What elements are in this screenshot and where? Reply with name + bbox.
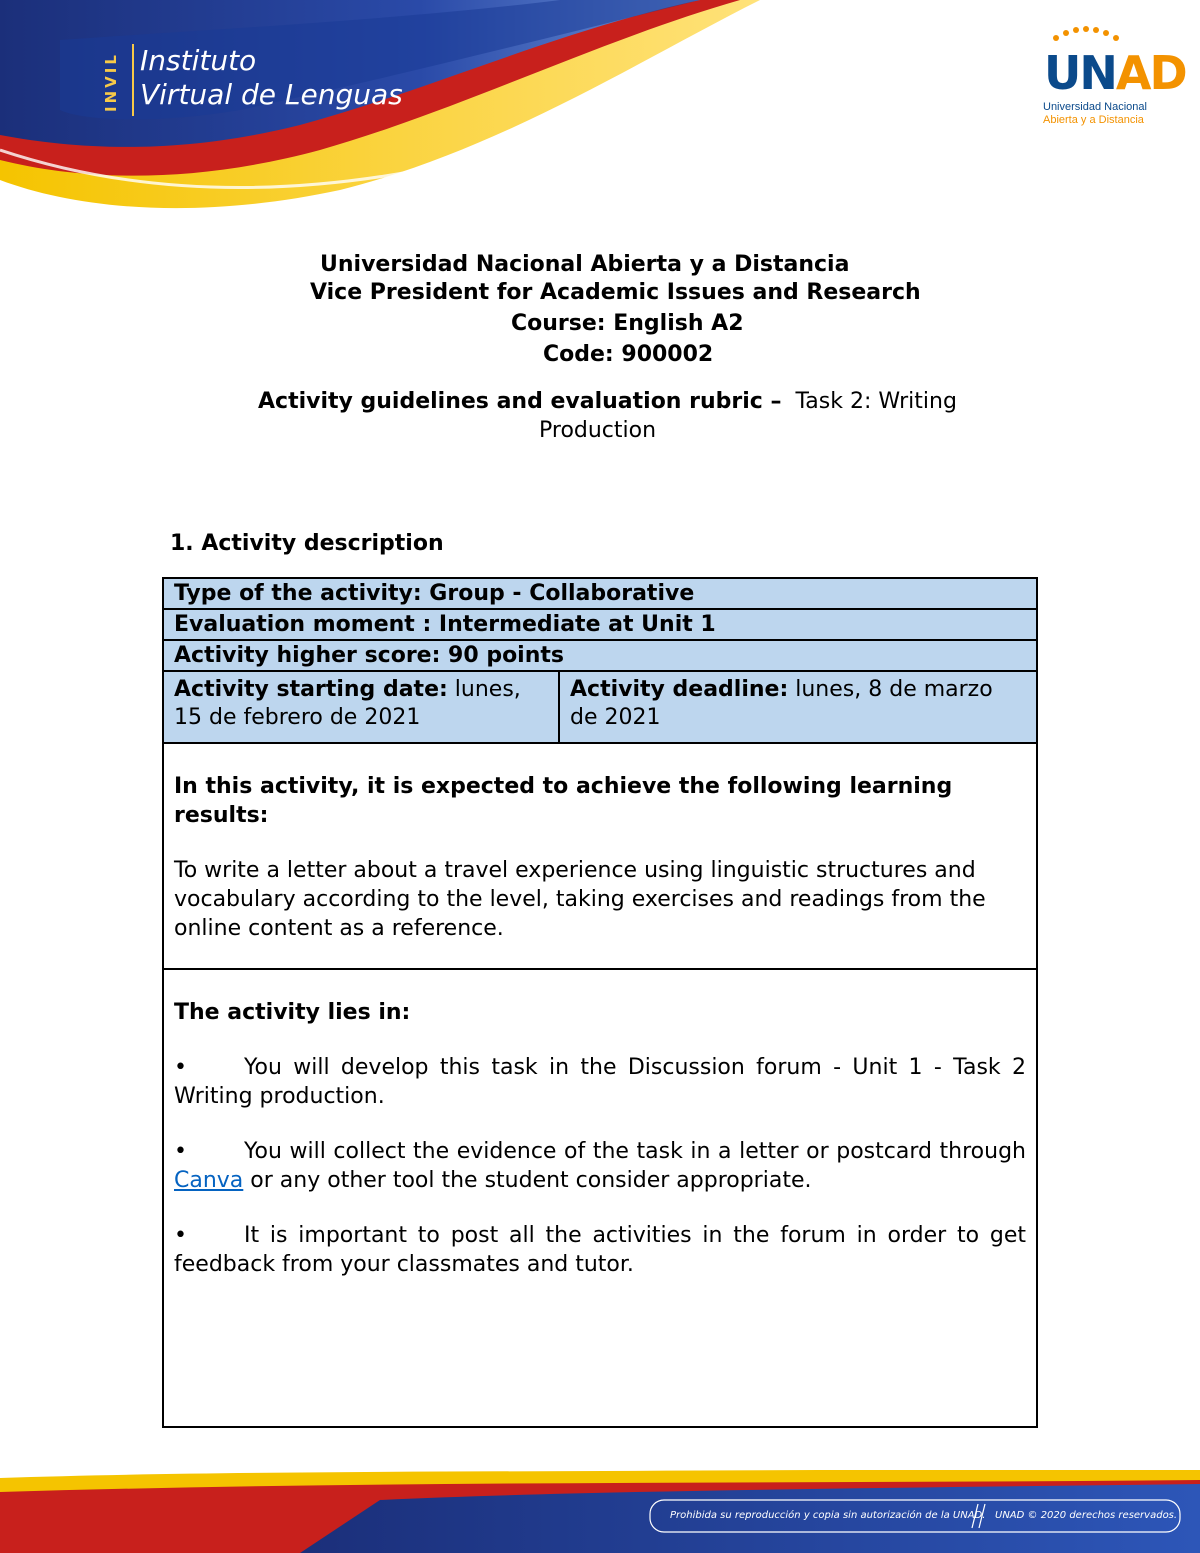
starting-date-cell: Activity starting date: lunes, 15 de febrero de 2021	[164, 672, 560, 742]
section-heading: 1. Activity description	[170, 531, 444, 556]
unad-logo-subtitle-1: Universidad Nacional	[1043, 101, 1147, 113]
bullet-item-forum: • You will develop this task in the Discussion forum - Unit 1 - Task 2 Writing production.	[174, 1055, 1026, 1109]
deadline-cell: Activity deadline: lunes, 8 de marzo de 2021	[570, 677, 993, 730]
canva-link[interactable]: Canva	[174, 1168, 244, 1193]
guidelines-title: Activity guidelines and evaluation rubric – Task 2: Writing	[258, 389, 957, 414]
learning-results-heading: In this activity, it is expected to achieve the following learning results:	[174, 774, 953, 828]
unad-logo-subtitle-2: Abierta y a Distancia	[1043, 114, 1144, 126]
institute-divider	[132, 44, 134, 116]
footer-rights: UNAD © 2020 derechos reservados.	[995, 1510, 1178, 1521]
activity-description-cell	[164, 970, 1036, 1426]
activity-table	[162, 577, 1038, 1428]
university-name: Universidad Nacional Abierta y a Distancia	[320, 252, 850, 277]
higher-score-row: Activity higher score: 90 points	[164, 641, 1036, 672]
unad-logo: UNAD	[1044, 46, 1186, 100]
bullet-item-post: • It is important to post all the activities in the forum in order to get feedback from your classmates and tutor.	[174, 1223, 1026, 1277]
evaluation-moment-row: Evaluation moment : Intermediate at Unit 1	[164, 610, 1036, 641]
guidelines-title-continued: Production	[539, 418, 657, 443]
learning-results-cell	[164, 744, 1036, 970]
learning-results-text: To write a letter about a travel experience using linguistic structures and vocabulary according to the level, taking exercises and readings from the online content as a reference.	[174, 858, 986, 941]
dates-row	[164, 672, 1036, 744]
activity-type-row: Type of the activity: Group - Collaborative	[164, 579, 1036, 610]
footer-copy-notice: Prohibida su reproducción y copia sin autorización de la UNAD.	[670, 1510, 986, 1521]
institute-name-line2: Virtual de Lenguas	[140, 78, 403, 111]
header-banner	[0, 0, 1200, 230]
bullet-item-evidence: • You will collect the evidence of the task in a letter or postcard through Canva or any other tool the student consider appropriate.	[174, 1139, 1026, 1193]
vice-president-office: Vice President for Academic Issues and Research	[310, 280, 921, 305]
invil-vertical-label: INVIL	[102, 52, 120, 112]
activity-lies-heading: The activity lies in:	[174, 1000, 411, 1025]
course-code: Code: 900002	[543, 342, 714, 367]
header-wave-graphic	[0, 0, 1200, 230]
institute-name-line1: Instituto	[140, 44, 257, 77]
course-name: Course: English A2	[511, 311, 744, 336]
